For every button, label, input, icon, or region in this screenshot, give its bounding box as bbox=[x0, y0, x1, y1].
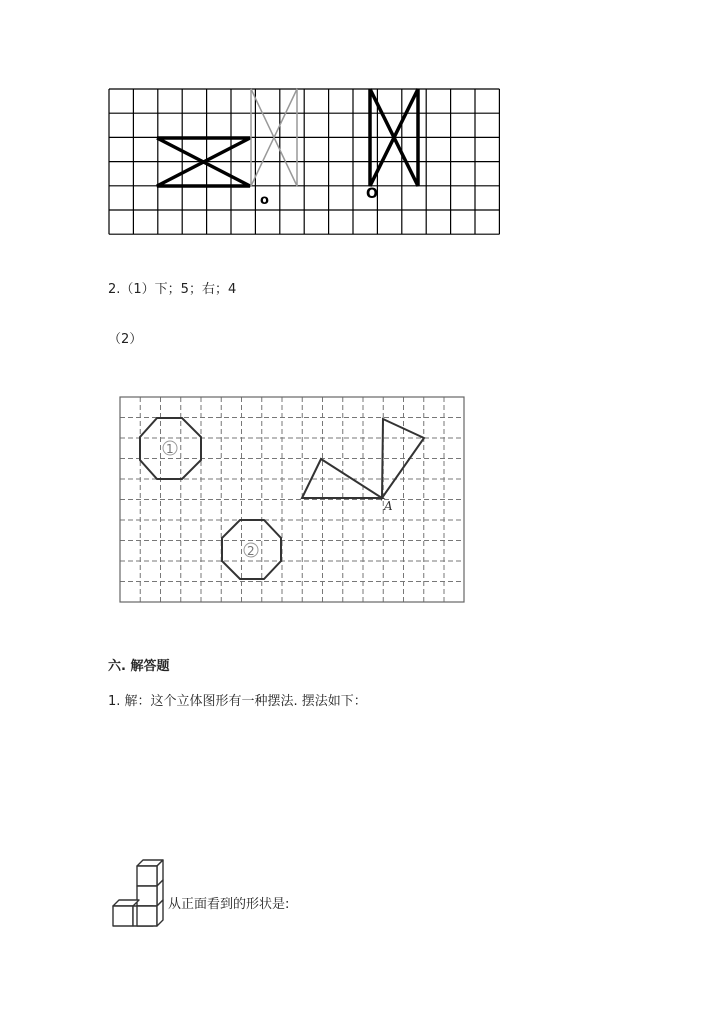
point-a-label: A bbox=[384, 499, 393, 513]
point-o-label-2: O bbox=[366, 186, 378, 202]
octagon-1-label: 1 bbox=[166, 442, 174, 456]
answer-2-part1: 2.（1）下；5；右；4 bbox=[108, 282, 237, 297]
front-view-caption: 从正面看到的形状是: bbox=[168, 897, 290, 912]
point-o-label-1: o bbox=[260, 193, 269, 208]
octagon-2-label: 2 bbox=[247, 544, 255, 558]
section-6-title: 六. 解答题 bbox=[108, 659, 170, 674]
answer-2-part2-label: （2） bbox=[108, 332, 143, 347]
question-1-answer: 1. 解：这个立体图形有一种摆法. 摆法如下： bbox=[108, 694, 367, 709]
